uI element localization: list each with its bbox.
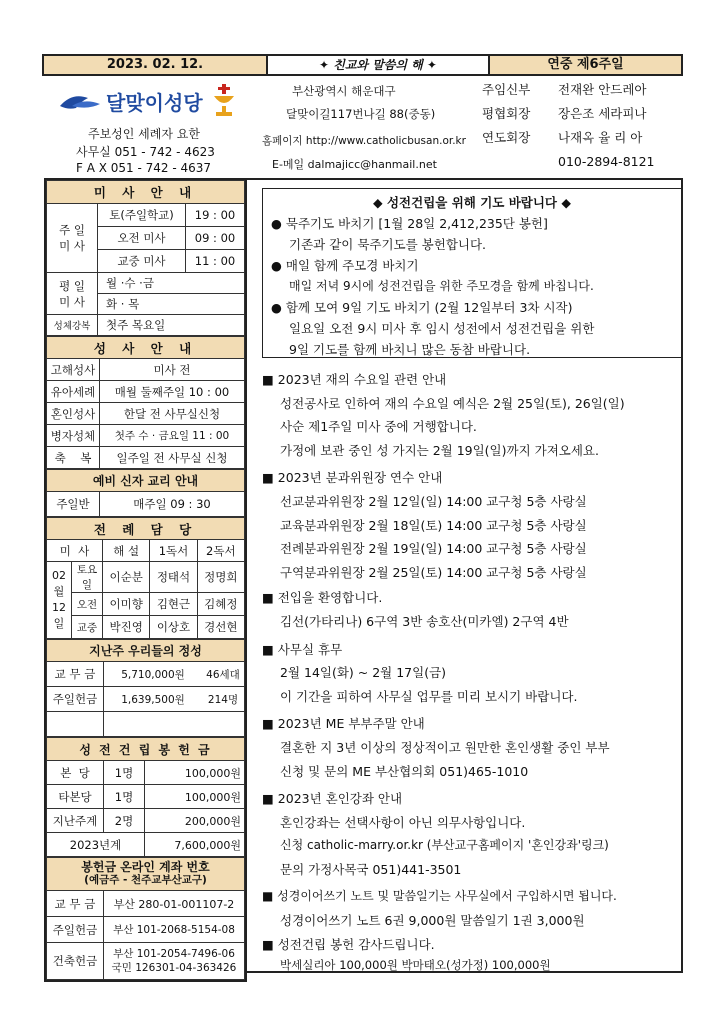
notice-item	[262, 466, 682, 584]
mass-name: 오전 미사	[98, 227, 186, 250]
notice-line: 성경이어쓰기 노트 6권 9,000원 말씀일기 1권 3,000원	[280, 913, 585, 929]
left-column	[44, 178, 247, 982]
notice-line: 사순 제1주일 미사 중에 거행합니다.	[280, 419, 477, 435]
account-number: 국민 126301-04-363426	[111, 962, 237, 974]
account-number: 부산 101-2068-5154-08	[104, 917, 245, 943]
liturgy-reader1: 이상호	[150, 616, 197, 639]
catechumen-value: 매주일 09 : 30	[100, 492, 245, 517]
prayer-title: ◆ 성전건립을 위해 기도 바랍니다 ◆	[373, 195, 571, 210]
staff-row	[482, 80, 682, 104]
mass-title: 미 사 안 내	[47, 181, 245, 204]
square-bullet-icon: ■	[262, 936, 278, 952]
building-count: 1명	[104, 761, 145, 785]
account-number: 부산 280-01-001107-2	[104, 891, 245, 917]
sacrament-info: 한달 전 사무실신청	[100, 403, 245, 425]
liturgy-title: 전 례 담 당	[47, 518, 245, 540]
notice-title: 2023년 ME 부부주말 안내	[277, 716, 425, 732]
liturgy-table	[46, 517, 245, 639]
building-title: 성 전 건 립 봉 헌 금	[47, 738, 245, 761]
notice-title: 2023년 혼인강좌 안내	[277, 791, 403, 807]
notice-line: 박세실리아 100,000원 박마태오(성가정) 100,000원	[280, 957, 551, 972]
offering-title: 지난주 우리들의 정성	[47, 640, 245, 662]
liturgy-reader1: 김현근	[150, 593, 197, 616]
prayer-item	[271, 297, 673, 360]
notice-line: 전례분과위원장 2월 19일(일) 14:00 교구청 5층 사랑실	[280, 541, 587, 557]
mass-table	[46, 180, 245, 336]
sacrament-info: 일주일 전 사무실 신청	[100, 447, 245, 469]
staff-name: 나재옥 율 리 아	[558, 130, 643, 145]
building-amount: 100,000원	[145, 785, 245, 809]
parish-name: 달맞이성당	[106, 90, 203, 115]
header-week: 연중 제6주일	[490, 56, 681, 74]
address-line2: 달맞이길117번나길 88(중동)	[286, 107, 436, 121]
square-bullet-icon: ■	[262, 889, 278, 904]
building-count: 2명	[104, 809, 145, 833]
liturgy-col-mass: 미 사	[47, 540, 103, 562]
parish-logo	[58, 84, 237, 118]
offering-empty	[104, 712, 245, 737]
staff-role: 평협회장	[482, 106, 531, 121]
mass-time: 19 : 00	[186, 204, 245, 227]
notice-line: 교육분과위원장 2월 18일(토) 14:00 교구청 5층 사랑실	[280, 517, 587, 533]
staff-row	[482, 128, 682, 152]
liturgy-commentator: 박진영	[103, 616, 150, 639]
account-name: 교 무 금	[47, 891, 104, 917]
sacrament-title: 성 사 안 내	[47, 337, 245, 359]
notice-item	[262, 586, 682, 633]
building-total: 7,600,000원	[145, 833, 245, 857]
liturgy-col-commentator: 해 설	[103, 540, 150, 562]
square-bullet-icon: ■	[262, 791, 278, 807]
header-motto: ✦ 친교와 말씀의 해 ✦	[268, 56, 490, 74]
notice-line: 김선(가타리나) 6구역 3반 송호산(미카엘) 2구역 4반	[280, 613, 569, 629]
notice-line: 문의 가정사목국 051)441-3501	[280, 861, 462, 877]
building-amount: 100,000원	[145, 761, 245, 785]
liturgy-mass: 교중	[72, 616, 103, 639]
staff-list	[482, 80, 682, 169]
staff-name: 전재완 안드레아	[558, 82, 647, 97]
notice-item	[262, 935, 682, 975]
offering-count: 214명	[202, 687, 245, 712]
sunday-mass-label: 주 일 미 사	[47, 204, 98, 273]
square-bullet-icon: ■	[262, 716, 278, 732]
offering-amount: 5,710,000원	[104, 662, 203, 687]
staff-role: 연도회장	[482, 130, 531, 145]
account-number: 부산 101-2054-7496-06	[113, 948, 235, 960]
sacrament-name: 병자성체	[47, 425, 100, 447]
prayer-item-head: 함께 모여 9일 기도 바치기 (2월 12일부터 3차 시작)	[285, 300, 573, 315]
mass-name: 토(주일학교)	[98, 204, 186, 227]
liturgy-mass: 토요일	[72, 562, 103, 593]
notice-list	[262, 368, 682, 975]
liturgy-date: 02월 12일	[47, 562, 72, 639]
liturgy-commentator: 이미향	[103, 593, 150, 616]
square-bullet-icon: ■	[262, 372, 278, 387]
notice-line: 신청 및 문의 ME 부산협의회 051)465-1010	[280, 763, 529, 779]
homepage-link[interactable]: 홈페이지 http://www.catholicbusan.or.kr	[262, 135, 466, 147]
notice-line: 신청 catholic-marry.or.kr (부산교구홈페이지 '혼인강좌'링크)	[280, 838, 609, 853]
offering-name: 주일헌금	[47, 687, 104, 712]
mass-name: 교중 미사	[98, 250, 186, 273]
benediction-value: 첫주 목요일	[98, 315, 245, 336]
account-name: 건축헌금	[47, 943, 104, 980]
prayer-item-body: 9일 기도를 함께 바치니 많은 동참 바랍니다.	[289, 342, 531, 357]
liturgy-reader2: 경선현	[197, 616, 244, 639]
prayer-box	[262, 188, 682, 358]
notice-item	[262, 885, 682, 932]
notice-title: 전입을 환영합니다.	[277, 590, 383, 606]
sacrament-name: 축 복	[47, 447, 100, 469]
sacrament-info: 매월 둘째주일 10 : 00	[100, 381, 245, 403]
offering-count: 46세대	[202, 662, 245, 687]
sacrament-info: 첫주 수 · 금요일 11 : 00	[100, 425, 245, 447]
prayer-item-body: 일요일 오전 9시 미사 후 임시 성전에서 성전건립을 위한	[289, 321, 595, 336]
sacrament-name: 고해성사	[47, 359, 100, 381]
staff-name: 장은조 세라피나	[558, 106, 647, 121]
notice-line: 성전공사로 인하여 재의 수요일 예식은 2월 25일(토), 26일(일)	[280, 395, 625, 411]
offering-name: 교 무 금	[47, 662, 104, 687]
liturgy-reader2: 정명희	[197, 562, 244, 593]
liturgy-mass: 오전	[72, 593, 103, 616]
mass-time: 11 : 00	[186, 250, 245, 273]
building-name: 타본당	[47, 785, 104, 809]
weekday-days: 월 ·수 ·금	[98, 273, 245, 294]
notice-item	[262, 638, 682, 709]
notice-item	[262, 712, 682, 783]
header-date: 2023. 02. 12.	[44, 56, 268, 74]
catechumen-label: 주일반	[47, 492, 100, 517]
header-bar	[42, 54, 683, 76]
building-name: 지난주계	[47, 809, 104, 833]
liturgy-col-reading2: 2독서	[197, 540, 244, 562]
building-total-label: 2023년계	[47, 833, 145, 857]
office-phone: 사무실 051 - 742 - 4623	[76, 145, 215, 159]
sacrament-name: 혼인성사	[47, 403, 100, 425]
notice-line: 결혼한 지 3년 이상의 정상적이고 원만한 혼인생활 중인 부부	[280, 739, 610, 755]
prayer-item-body: 매일 저녁 9시에 성전건립을 위한 주모경을 함께 바칩니다.	[289, 279, 594, 293]
dove-icon	[58, 88, 102, 114]
notice-item	[262, 787, 682, 881]
notice-title: 성전건립 봉헌 감사드립니다.	[277, 936, 435, 952]
notice-line: 혼인강좌는 선택사항이 아닌 의무사항입니다.	[280, 814, 526, 830]
square-bullet-icon: ■	[262, 641, 278, 657]
bullet-icon: ●	[271, 300, 286, 315]
prayer-item-head: 매일 함께 주모경 바치기	[285, 258, 419, 273]
offering-empty	[47, 712, 104, 737]
offering-table	[46, 639, 245, 737]
sacrament-table	[46, 336, 245, 469]
benediction-label: 성체강복	[47, 315, 98, 336]
address-line1: 부산광역시 해운대구	[292, 84, 396, 98]
liturgy-commentator: 이순분	[103, 562, 150, 593]
notice-title: 2023년 분과위원장 연수 안내	[277, 470, 443, 486]
notice-item	[262, 368, 682, 462]
liturgy-reader2: 김혜정	[197, 593, 244, 616]
notice-title: 2023년 재의 수요일 관련 안내	[277, 372, 447, 387]
liturgy-col-reading1: 1독서	[150, 540, 197, 562]
sacrament-name: 유아세례	[47, 381, 100, 403]
weekday-days: 화 · 목	[98, 294, 245, 315]
chalice-icon	[211, 84, 237, 118]
fax-number: F A X 051 - 742 - 4637	[76, 161, 212, 175]
catechumen-title: 예비 신자 교리 안내	[47, 470, 245, 492]
prayer-item-body: 기존과 같이 묵주기도를 봉헌합니다.	[289, 237, 487, 252]
prayer-item-head: 묵주기도 바치기 [1월 28일 2,412,235단 봉헌]	[285, 216, 548, 231]
staff-phone: 010-2894-8121	[558, 154, 655, 169]
accounts-subtitle: (예금주 - 천주교부산교구)	[84, 874, 207, 886]
liturgy-reader1: 정태석	[150, 562, 197, 593]
accounts-table	[46, 857, 245, 980]
building-table	[46, 737, 245, 857]
bullet-icon: ●	[271, 258, 286, 273]
prayer-item	[271, 255, 673, 297]
square-bullet-icon: ■	[262, 590, 278, 606]
catechumen-table	[46, 469, 245, 517]
staff-role: 주임신부	[482, 82, 531, 97]
weekday-mass-label: 평 일 미 사	[47, 273, 98, 315]
notice-line: 선교분과위원장 2월 12일(일) 14:00 교구청 5층 사랑실	[280, 493, 587, 509]
offering-amount: 1,639,500원	[104, 687, 203, 712]
notice-line: 2월 14일(화) ~ 2월 17일(금)	[280, 665, 447, 681]
accounts-title: 봉헌금 온라인 계좌 번호	[81, 860, 210, 874]
building-amount: 200,000원	[145, 809, 245, 833]
notice-line: 이 기간을 피하여 사무실 업무를 미리 보시기 바랍니다.	[280, 688, 578, 704]
parish-patron: 주보성인 세례자 요한	[88, 127, 200, 141]
notice-line: 구역분과위원장 2월 25일(토) 14:00 교구청 5층 사랑실	[280, 564, 587, 580]
email-link[interactable]: E-메일 dalmajicc@hanmail.net	[272, 158, 437, 171]
staff-row	[482, 104, 682, 128]
square-bullet-icon: ■	[262, 470, 278, 486]
notice-line: 가정에 보관 중인 성 가지는 2월 19일(일)까지 가져오세요.	[280, 442, 599, 458]
building-count: 1명	[104, 785, 145, 809]
notice-title: 사무실 휴무	[277, 641, 343, 657]
account-name: 주일헌금	[47, 917, 104, 943]
mass-time: 09 : 00	[186, 227, 245, 250]
notice-title: 성경이어쓰기 노트 및 말씀일기는 사무실에서 구입하시면 됩니다.	[277, 889, 617, 904]
prayer-item	[271, 213, 673, 255]
sacrament-info: 미사 전	[100, 359, 245, 381]
bullet-icon: ●	[271, 216, 286, 231]
building-name: 본 당	[47, 761, 104, 785]
